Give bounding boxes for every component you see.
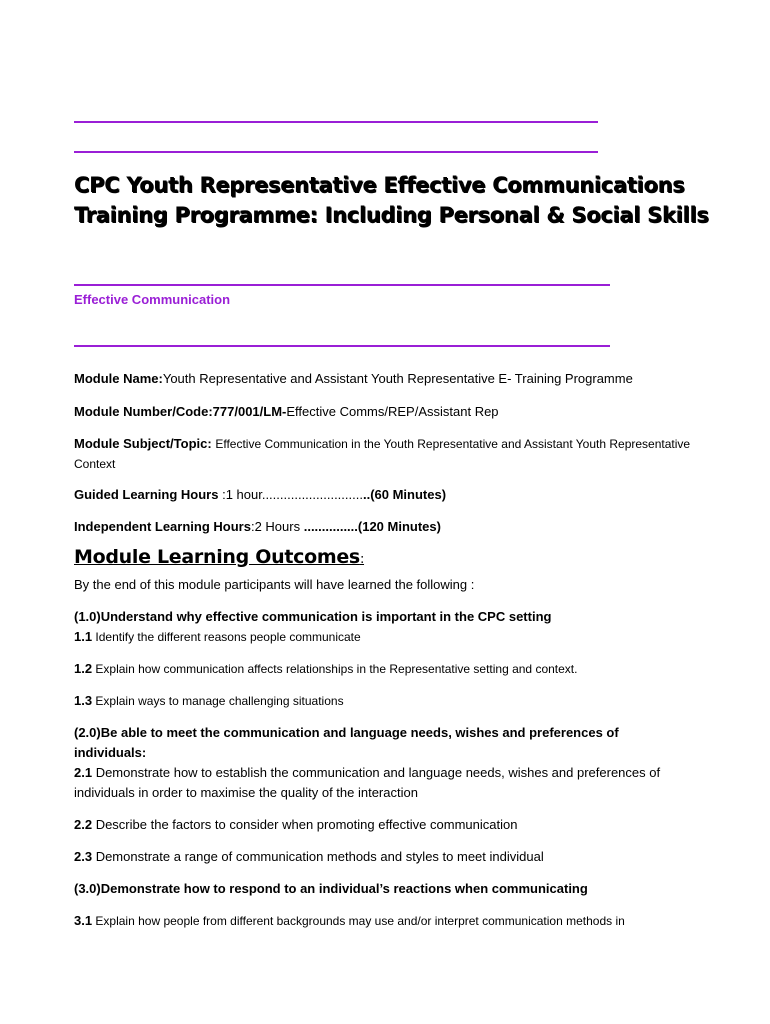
outcome-2-1	[74, 763, 704, 803]
outcome-2-2	[74, 815, 704, 835]
section-1-heading	[74, 607, 704, 627]
section-2-heading	[74, 723, 654, 763]
outcomes-heading-colon: :	[359, 552, 365, 567]
outcomes-heading-text: Module Learning Outcomes	[74, 546, 360, 568]
independent-hours-label: Independent Learning Hours	[74, 519, 251, 534]
module-name-value: Youth Representative and Assistant Youth Representative E- Training Programme	[162, 371, 633, 386]
guided-hours-label: Guided Learning Hours	[74, 487, 219, 502]
outcome-3-1-text: Explain how people from different backgrounds may use and/or interpret communication methods in	[92, 914, 625, 928]
module-name-label: Module Name:	[74, 371, 163, 386]
outcome-2-1-number: 2.1	[74, 765, 93, 780]
top-rule-1	[74, 121, 598, 123]
section-3-heading-text: (3.0)Demonstrate how to respond to an individual’s reactions when communicating	[74, 881, 588, 896]
title-rule	[74, 284, 610, 286]
section-1-heading-text: (1.0)Understand why effective communication is important in the CPC setting	[74, 609, 552, 624]
outcome-2-1-text: Demonstrate how to establish the communication and language needs, wishes and preferences of individuals in order to maximise the quality of the interaction	[74, 765, 661, 800]
subtitle-rule	[74, 345, 610, 347]
module-number-label: Module Number/Code:777/001/LM-	[74, 404, 287, 419]
document-title: CPC Youth Representative Effective Communications Training Programme: Including Personal & Social Skills	[74, 173, 709, 227]
top-rule-2	[74, 151, 598, 153]
guided-hours	[74, 485, 704, 505]
independent-hours	[74, 517, 704, 537]
module-topic-value: Effective Communication in the Youth Representative and Assistant Youth Representative Context	[74, 437, 691, 471]
module-number-value: Effective Comms/REP/Assistant Rep	[286, 404, 499, 419]
module-number	[74, 402, 704, 422]
outcome-2-3	[74, 847, 704, 867]
outcome-1-1	[74, 627, 704, 647]
section-subtitle: Effective Communication	[74, 292, 231, 307]
outcome-3-1-number: 3.1	[74, 913, 93, 928]
independent-hours-value: :2 Hours	[250, 519, 304, 534]
outcome-2-3-number: 2.3	[74, 849, 93, 864]
outcome-1-2-number: 1.2	[74, 661, 93, 676]
outcome-1-2-text: Explain how communication affects relationships in the Representative setting and context.	[92, 662, 578, 676]
module-name	[74, 369, 704, 389]
outcome-1-3-number: 1.3	[74, 693, 93, 708]
outcome-1-1-text: Identify the different reasons people communicate	[92, 630, 361, 644]
module-topic-label: Module Subject/Topic:	[74, 436, 212, 451]
section-2-heading-text: (2.0)Be able to meet the communication and language needs, wishes and preferences of individuals:	[74, 725, 619, 760]
outcome-1-3	[74, 691, 704, 711]
guided-hours-minutes: ..(60 Minutes)	[362, 487, 447, 502]
outcomes-intro: By the end of this module participants will have learned the following :	[74, 577, 475, 592]
guided-hours-value: :1 hour............................	[218, 487, 363, 502]
module-topic	[74, 434, 704, 474]
outcome-2-3-text: Demonstrate a range of communication methods and styles to meet individual	[92, 849, 544, 864]
outcomes-heading	[74, 546, 364, 568]
outcome-1-1-number: 1.1	[74, 629, 93, 644]
outcome-2-2-number: 2.2	[74, 817, 93, 832]
outcome-1-3-text: Explain ways to manage challenging situations	[92, 694, 344, 708]
outcome-1-2	[74, 659, 704, 679]
section-3-heading	[74, 879, 704, 899]
outcome-2-2-text: Describe the factors to consider when promoting effective communication	[92, 817, 518, 832]
outcome-3-1	[74, 911, 704, 931]
independent-hours-minutes: ...............(120 Minutes)	[303, 519, 441, 534]
